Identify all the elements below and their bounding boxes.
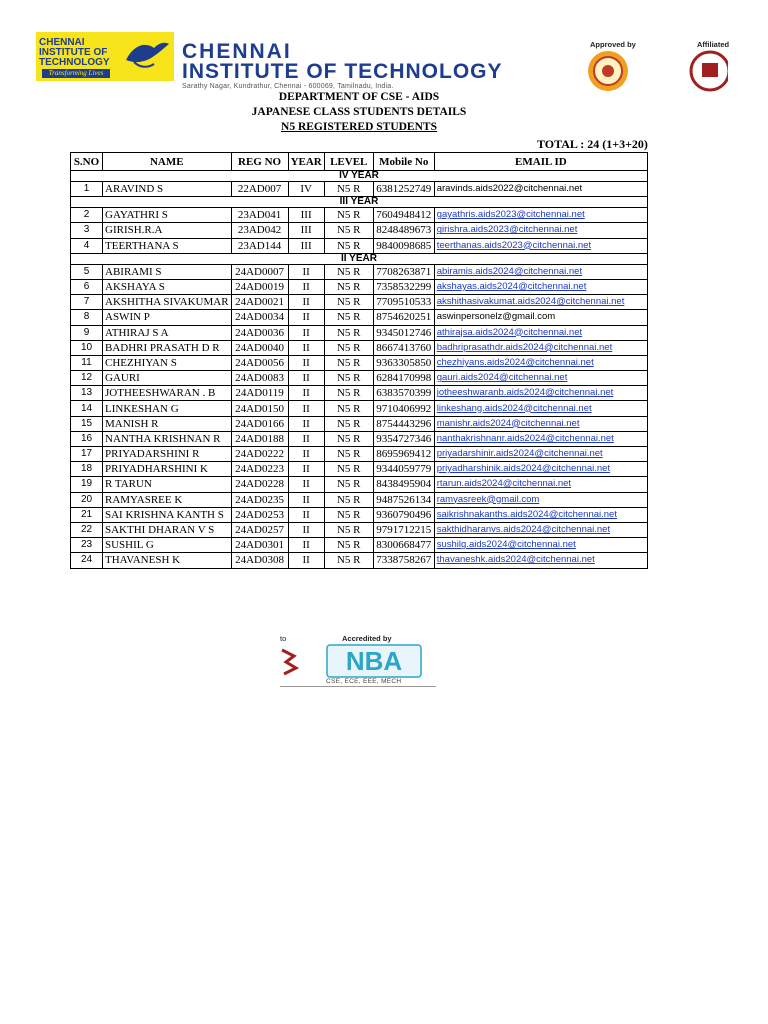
cell-reg-no: 24AD0301 xyxy=(231,538,288,553)
cell-name: AKSHITHA SIVAKUMAR xyxy=(103,295,232,310)
table-row xyxy=(71,447,648,462)
table-row xyxy=(71,208,648,223)
affiliated-label: Affiliated xyxy=(697,40,730,49)
cell-email xyxy=(434,340,647,355)
cell-mobile: 7708263871 xyxy=(373,264,434,279)
cell-reg-no: 24AD0119 xyxy=(231,386,288,401)
cell-reg-no: 24AD0021 xyxy=(231,295,288,310)
cell-email xyxy=(434,401,647,416)
cell-reg-no: 24AD0056 xyxy=(231,355,288,370)
table-row xyxy=(71,477,648,492)
col-name-header: NAME xyxy=(103,153,232,171)
cell-sno: 21 xyxy=(71,507,103,522)
cell-mobile: 8438495904 xyxy=(373,477,434,492)
email-link[interactable]: priyadarshinir.aids2024@citchennai.net xyxy=(436,448,603,460)
table-row xyxy=(71,538,648,553)
cell-level: N5 R xyxy=(324,264,373,279)
cell-year: II xyxy=(288,355,324,370)
cell-name: SAI KRISHNA KANTH S xyxy=(103,507,232,522)
cell-mobile: 7604948412 xyxy=(373,208,434,223)
cell-reg-no: 24AD0188 xyxy=(231,431,288,446)
table-row xyxy=(71,416,648,431)
cell-name: SUSHIL G xyxy=(103,538,232,553)
approved-by-label: Approved by xyxy=(590,40,636,49)
email-link[interactable]: thavaneshk.aids2024@citchennai.net xyxy=(436,554,595,566)
cell-mobile: 9354727346 xyxy=(373,431,434,446)
nba-branches: CSE, ECE, EEE, MECH xyxy=(326,678,402,685)
table-row xyxy=(71,492,648,507)
table-row xyxy=(71,325,648,340)
cell-mobile: 9487526134 xyxy=(373,492,434,507)
cell-year: II xyxy=(288,279,324,294)
cell-mobile: 8754620251 xyxy=(373,310,434,325)
cell-email xyxy=(434,522,647,537)
cell-level: N5 R xyxy=(324,416,373,431)
cell-email xyxy=(434,264,647,279)
table-row xyxy=(71,355,648,370)
institute-name-line-2: INSTITUTE OF TECHNOLOGY xyxy=(182,60,503,83)
year-section-row xyxy=(71,171,648,182)
cell-sno: 16 xyxy=(71,431,103,446)
cell-name: THAVANESH K xyxy=(103,553,232,568)
cell-mobile: 9363305850 xyxy=(373,355,434,370)
cell-name: ARAVIND S xyxy=(103,182,232,197)
cell-reg-no: 24AD0034 xyxy=(231,310,288,325)
col-year-header: YEAR xyxy=(288,153,324,171)
institute-name xyxy=(182,42,503,90)
logo-tagline: Transforming Lives xyxy=(42,69,110,78)
cell-sno: 10 xyxy=(71,340,103,355)
cell-year: II xyxy=(288,371,324,386)
cell-reg-no: 24AD0083 xyxy=(231,371,288,386)
cell-year: II xyxy=(288,340,324,355)
cell-reg-no: 24AD0228 xyxy=(231,477,288,492)
cell-mobile: 8248489673 xyxy=(373,223,434,238)
cell-email xyxy=(434,310,647,325)
cell-level: N5 R xyxy=(324,182,373,197)
table-row xyxy=(71,310,648,325)
year-section-row xyxy=(71,253,648,264)
cell-reg-no: 24AD0308 xyxy=(231,553,288,568)
table-row xyxy=(71,279,648,294)
cell-reg-no: 24AD0040 xyxy=(231,340,288,355)
bird-icon xyxy=(124,38,170,74)
table-header-row xyxy=(71,153,648,171)
cell-sno: 14 xyxy=(71,401,103,416)
cell-name: PRIYADARSHINI R xyxy=(103,447,232,462)
cell-year: II xyxy=(288,295,324,310)
cell-reg-no: 23AD144 xyxy=(231,238,288,253)
cell-sno: 13 xyxy=(71,386,103,401)
email-link[interactable]: akshayas.aids2024@citchennai.net xyxy=(436,281,587,293)
cell-reg-no: 23AD042 xyxy=(231,223,288,238)
cell-year: II xyxy=(288,431,324,446)
nba-logo-text: NBA xyxy=(345,646,403,676)
cell-level: N5 R xyxy=(324,279,373,294)
cell-name: GAYATHRI S xyxy=(103,208,232,223)
cell-reg-no: 24AD0257 xyxy=(231,522,288,537)
logo-line-1: CHENNAI xyxy=(39,37,85,48)
cell-sno: 3 xyxy=(71,223,103,238)
cell-level: N5 R xyxy=(324,477,373,492)
logo-line-3: TECHNOLOGY xyxy=(39,57,110,68)
cell-sno: 23 xyxy=(71,538,103,553)
cell-reg-no: 24AD0166 xyxy=(231,416,288,431)
cell-name: GAURI xyxy=(103,371,232,386)
cell-name: ASWIN P xyxy=(103,310,232,325)
cell-email xyxy=(434,553,647,568)
cell-reg-no: 24AD0223 xyxy=(231,462,288,477)
table-row xyxy=(71,340,648,355)
email-link[interactable]: akshithasivakumat.aids2024@citchennai.net xyxy=(436,296,625,308)
cell-level: N5 R xyxy=(324,462,373,477)
email-link[interactable]: jotheeshwaranb.aids2024@citchennai.net xyxy=(436,387,614,399)
cell-email xyxy=(434,507,647,522)
cell-name: JOTHEESHWARAN . B xyxy=(103,386,232,401)
table-row xyxy=(71,522,648,537)
cell-name: LINKESHAN G xyxy=(103,401,232,416)
col-reg-header: REG NO xyxy=(231,153,288,171)
cell-level: N5 R xyxy=(324,401,373,416)
cell-email xyxy=(434,416,647,431)
cell-reg-no: 24AD0253 xyxy=(231,507,288,522)
table-row xyxy=(71,371,648,386)
cell-email xyxy=(434,238,647,253)
department-title: DEPARTMENT OF CSE - AIDS xyxy=(278,91,440,103)
table-row xyxy=(71,223,648,238)
cell-name: BADHRI PRASATH D R xyxy=(103,340,232,355)
cell-email xyxy=(434,279,647,294)
cell-level: N5 R xyxy=(324,325,373,340)
cell-reg-no: 24AD0222 xyxy=(231,447,288,462)
cell-year: II xyxy=(288,264,324,279)
year-section-label: IV YEAR xyxy=(71,171,648,182)
cell-level: N5 R xyxy=(324,355,373,370)
cell-sno: 6 xyxy=(71,279,103,294)
email-text: aswinpersonelz@gmail.com xyxy=(436,311,556,323)
email-link[interactable]: nanthakrishnanr.aids2024@citchennai.net xyxy=(436,432,614,444)
cell-mobile: 9840098685 xyxy=(373,238,434,253)
cell-year: II xyxy=(288,386,324,401)
cell-mobile: 9345012746 xyxy=(373,325,434,340)
cell-mobile: 9344059779 xyxy=(373,462,434,477)
cell-year: III xyxy=(288,208,324,223)
col-mobile-header: Mobile No xyxy=(373,153,434,171)
cell-mobile: 7358532299 xyxy=(373,279,434,294)
cell-name: GIRISH.R.A xyxy=(103,223,232,238)
cell-level: N5 R xyxy=(324,431,373,446)
cell-sno: 5 xyxy=(71,264,103,279)
cell-level: N5 R xyxy=(324,208,373,223)
cell-year: II xyxy=(288,401,324,416)
logo-text xyxy=(39,38,110,68)
email-link[interactable]: abiramis.aids2024@citchennai.net xyxy=(436,265,583,277)
cell-year: II xyxy=(288,416,324,431)
cell-level: N5 R xyxy=(324,340,373,355)
cell-mobile: 6381252749 xyxy=(373,182,434,197)
cell-mobile: 6383570399 xyxy=(373,386,434,401)
table-row xyxy=(71,386,648,401)
cell-mobile: 9360790496 xyxy=(373,507,434,522)
cell-sno: 7 xyxy=(71,295,103,310)
letterhead xyxy=(0,0,768,95)
email-link[interactable]: athirajsa.aids2024@citchennai.net xyxy=(436,326,583,338)
table-row xyxy=(71,182,648,197)
nba-logo xyxy=(326,644,422,678)
year-section-label: III YEAR xyxy=(71,197,648,208)
cell-mobile: 7338758267 xyxy=(373,553,434,568)
cell-email xyxy=(434,325,647,340)
logo-line-2: INSTITUTE OF xyxy=(39,47,108,58)
cell-reg-no: 24AD0036 xyxy=(231,325,288,340)
email-link[interactable]: rtarun.aids2024@citchennai.net xyxy=(436,478,572,490)
cell-level: N5 R xyxy=(324,238,373,253)
cell-level: N5 R xyxy=(324,223,373,238)
cell-sno: 9 xyxy=(71,325,103,340)
email-link[interactable]: chezhiyans.aids2024@citchennai.net xyxy=(436,356,594,368)
cell-level: N5 R xyxy=(324,295,373,310)
cell-year: II xyxy=(288,507,324,522)
cell-mobile: 9791712215 xyxy=(373,522,434,537)
cell-name: AKSHAYA S xyxy=(103,279,232,294)
cell-level: N5 R xyxy=(324,492,373,507)
cell-sno: 24 xyxy=(71,553,103,568)
cell-name: CHEZHIYAN S xyxy=(103,355,232,370)
cell-mobile: 7709510533 xyxy=(373,295,434,310)
email-link[interactable]: sushilg.aids2024@citchennai.net xyxy=(436,539,576,551)
email-link[interactable]: badhriprasathdr.aids2024@citchennai.net xyxy=(436,341,613,353)
cell-email xyxy=(434,355,647,370)
cell-reg-no: 24AD0019 xyxy=(231,279,288,294)
cell-sno: 2 xyxy=(71,208,103,223)
registered-title: N5 REGISTERED STUDENTS xyxy=(281,121,437,133)
institute-logo xyxy=(36,32,174,81)
table-row xyxy=(71,553,648,568)
cell-year: II xyxy=(288,325,324,340)
cell-mobile: 9710406992 xyxy=(373,401,434,416)
cell-level: N5 R xyxy=(324,386,373,401)
class-details-title: JAPANESE CLASS STUDENTS DETAILS xyxy=(251,106,467,118)
cell-mobile: 8667413760 xyxy=(373,340,434,355)
accreditation-footer xyxy=(280,632,440,690)
cell-email xyxy=(434,223,647,238)
cell-name: SAKTHI DHARAN V S xyxy=(103,522,232,537)
cell-email xyxy=(434,295,647,310)
cell-reg-no: 24AD0235 xyxy=(231,492,288,507)
cell-email xyxy=(434,492,647,507)
cell-email xyxy=(434,386,647,401)
table-row xyxy=(71,431,648,446)
cell-level: N5 R xyxy=(324,522,373,537)
cell-reg-no: 22AD007 xyxy=(231,182,288,197)
cell-year: IV xyxy=(288,182,324,197)
cell-mobile: 8695969412 xyxy=(373,447,434,462)
cell-year: II xyxy=(288,492,324,507)
cell-email xyxy=(434,208,647,223)
cell-level: N5 R xyxy=(324,507,373,522)
cell-sno: 8 xyxy=(71,310,103,325)
institute-name-line-1: CHENNAI xyxy=(182,40,292,63)
table-row xyxy=(71,264,648,279)
cell-email xyxy=(434,447,647,462)
cell-sno: 12 xyxy=(71,371,103,386)
cell-sno: 11 xyxy=(71,355,103,370)
cell-name: R TARUN xyxy=(103,477,232,492)
cell-email xyxy=(434,477,647,492)
cell-email xyxy=(434,431,647,446)
cell-mobile: 6284170998 xyxy=(373,371,434,386)
cell-year: II xyxy=(288,447,324,462)
cell-name: PRIYADHARSHINI K xyxy=(103,462,232,477)
cell-level: N5 R xyxy=(324,310,373,325)
cell-sno: 20 xyxy=(71,492,103,507)
cell-name: RAMYASREE K xyxy=(103,492,232,507)
cell-year: II xyxy=(288,310,324,325)
email-link[interactable]: gauri.aids2024@citchennai.net xyxy=(436,372,568,384)
students-table xyxy=(70,152,648,569)
cell-year: II xyxy=(288,462,324,477)
cell-level: N5 R xyxy=(324,447,373,462)
email-link[interactable]: girishra.aids2023@citchennai.net xyxy=(436,224,578,236)
email-link[interactable]: linkeshang.aids2024@citchennai.net xyxy=(436,402,592,414)
table-row xyxy=(71,462,648,477)
cell-year: II xyxy=(288,477,324,492)
cell-reg-no: 24AD0007 xyxy=(231,264,288,279)
cell-sno: 18 xyxy=(71,462,103,477)
cell-email xyxy=(434,182,647,197)
cell-sno: 4 xyxy=(71,238,103,253)
cell-name: NANTHA KRISHNAN R xyxy=(103,431,232,446)
cell-sno: 1 xyxy=(71,182,103,197)
footer-divider xyxy=(280,686,436,687)
cell-level: N5 R xyxy=(324,538,373,553)
table-body xyxy=(71,171,648,569)
cell-mobile: 8754443296 xyxy=(373,416,434,431)
aicte-seal-icon xyxy=(582,50,634,92)
year-section-row xyxy=(71,197,648,208)
cell-sno: 22 xyxy=(71,522,103,537)
email-link[interactable]: ramyasreek@gmail.com xyxy=(436,493,540,505)
cell-year: III xyxy=(288,223,324,238)
table-row xyxy=(71,507,648,522)
cell-name: ATHIRAJ S A xyxy=(103,325,232,340)
cell-name: ABIRAMI S xyxy=(103,264,232,279)
cell-reg-no: 23AD041 xyxy=(231,208,288,223)
table-row xyxy=(71,295,648,310)
cell-email xyxy=(434,371,647,386)
cell-year: II xyxy=(288,553,324,568)
cell-email xyxy=(434,462,647,477)
cell-sno: 17 xyxy=(71,447,103,462)
cell-sno: 19 xyxy=(71,477,103,492)
email-link[interactable]: manishr.aids2024@citchennai.net xyxy=(436,417,580,429)
col-sno-header: S.NO xyxy=(71,153,103,171)
year-section-label: II YEAR xyxy=(71,253,648,264)
table-row xyxy=(71,238,648,253)
email-link[interactable]: sakthidharanvs.aids2024@citchennai.net xyxy=(436,524,611,536)
cell-year: III xyxy=(288,238,324,253)
cell-level: N5 R xyxy=(324,553,373,568)
cell-sno: 15 xyxy=(71,416,103,431)
cell-name: TEERTHANA S xyxy=(103,238,232,253)
col-level-header: LEVEL xyxy=(324,153,373,171)
institute-address: Sarathy Nagar, Kundrathur, Chennai - 600069, Tamilnadu, India. xyxy=(182,83,394,90)
cell-reg-no: 24AD0150 xyxy=(231,401,288,416)
email-link[interactable]: teerthanas.aids2023@citchennai.net xyxy=(436,239,592,251)
cell-email xyxy=(434,538,647,553)
to-label: to xyxy=(280,634,287,643)
partial-seal-icon xyxy=(280,646,306,676)
email-link[interactable]: priyadharshinik.aids2024@citchennai.net xyxy=(436,463,611,475)
cell-year: II xyxy=(288,522,324,537)
accredited-by-label: Accredited by xyxy=(342,634,392,643)
cell-year: II xyxy=(288,538,324,553)
email-link[interactable]: gayathris.aids2023@citchennai.net xyxy=(436,209,585,221)
cell-name: MANISH R xyxy=(103,416,232,431)
table-row xyxy=(71,401,648,416)
email-text: aravinds.aids2022@citchennai.net xyxy=(436,183,583,195)
col-email-header: EMAIL ID xyxy=(434,153,647,171)
university-seal-icon xyxy=(684,50,728,92)
cell-mobile: 8300668477 xyxy=(373,538,434,553)
cell-level: N5 R xyxy=(324,371,373,386)
total-count: TOTAL : 24 (1+3+20) xyxy=(537,137,648,151)
email-link[interactable]: saikrishnakanths.aids2024@citchennai.net xyxy=(436,508,617,520)
